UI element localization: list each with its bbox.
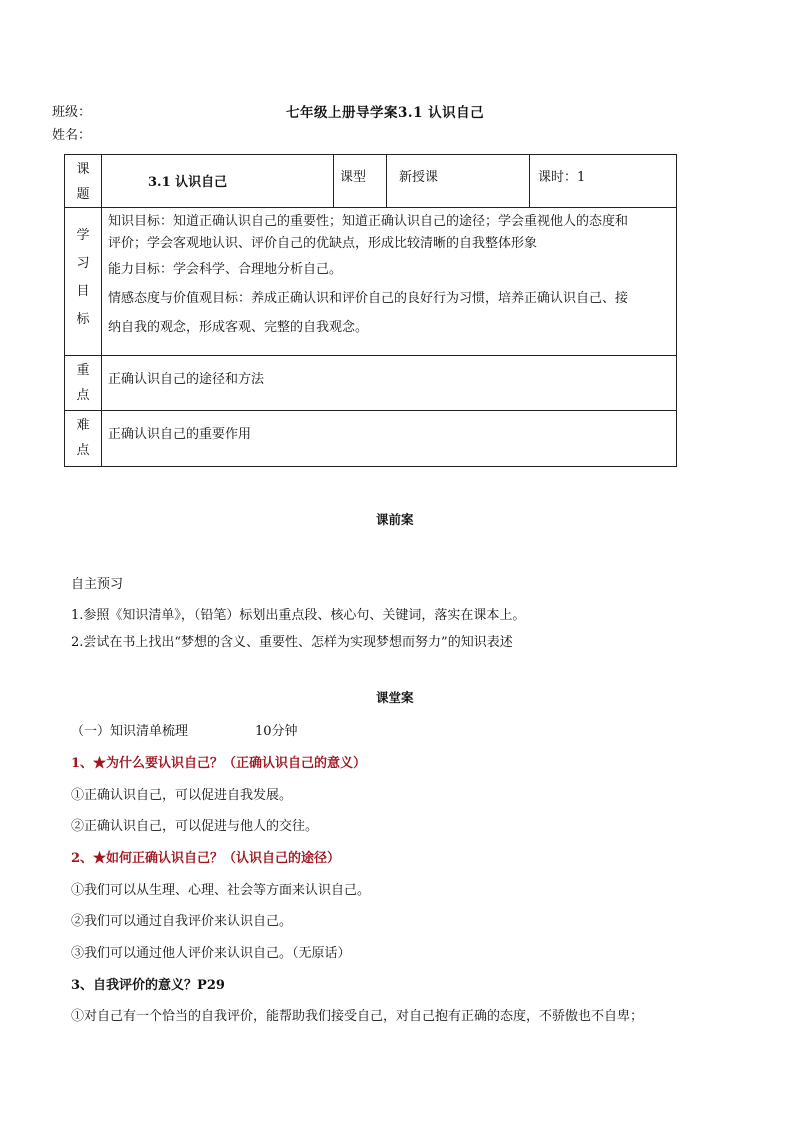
key-points-label: 重 点 bbox=[65, 356, 102, 411]
objective-line: 评价；学会客观地认识、评价自己的优缺点，形成比较清晰的自我整体形象 bbox=[108, 236, 538, 251]
lesson-plan-table bbox=[64, 154, 677, 467]
type-value: 新授课 bbox=[387, 155, 530, 208]
hours-value: 课时：1 bbox=[530, 155, 677, 208]
section-knowledge-review: （一）知识清单梳理 bbox=[71, 724, 189, 739]
question-1: 1、★为什么要认识自己？（正确认识自己的意义） bbox=[71, 756, 367, 771]
difficult-points-label: 难 点 bbox=[65, 411, 102, 467]
answer-line: ②我们可以通过自我评价来认识自己。 bbox=[71, 914, 293, 929]
topic-value: 3.1 认识自己 bbox=[102, 155, 334, 208]
objective-line: 知识目标：知道正确认识自己的重要性；知道正确认识自己的途径；学会重视他人的态度和 bbox=[108, 214, 629, 229]
pre-class-item: 1.参照《知识清单》，（铅笔）标划出重点段、核心句、关键词，落实在课本上。 bbox=[71, 608, 526, 623]
key-points-value: 正确认识自己的途径和方法 bbox=[102, 356, 677, 411]
section-time: 10分钟 bbox=[255, 724, 298, 739]
name-label: 姓名： bbox=[52, 128, 92, 143]
objective-line: 情感态度与价值观目标：养成正确认识和评价自己的良好行为习惯，培养正确认识自己、接 bbox=[108, 291, 629, 306]
question-3: 3、自我评价的意义？P29 bbox=[71, 978, 225, 993]
type-label: 课型 bbox=[334, 155, 387, 208]
pre-class-subheading: 自主预习 bbox=[71, 577, 124, 592]
document-title: 七年级上册导学案3.1 认识自己 bbox=[286, 105, 485, 121]
answer-line: ①我们可以从生理、心理、社会等方面来认识自己。 bbox=[71, 883, 371, 898]
answer-line: ③我们可以通过他人评价来认识自己。（无原话） bbox=[71, 946, 351, 961]
objective-line: 纳自我的观念，形成客观、完整的自我观念。 bbox=[108, 320, 369, 335]
question-2: 2、★如何正确认识自己？（认识自己的途径） bbox=[71, 851, 341, 866]
pre-class-item: 2.尝试在书上找出“梦想的含义、重要性、怎样为实现梦想而努力”的知识表述 bbox=[71, 635, 513, 650]
objective-line: 能力目标：学会科学、合理地分析自己。 bbox=[108, 262, 343, 277]
answer-line: ①正确认识自己，可以促进自我发展。 bbox=[71, 788, 293, 803]
difficult-points-value: 正确认识自己的重要作用 bbox=[102, 411, 677, 467]
pre-class-heading: 课前案 bbox=[376, 512, 414, 527]
topic-label: 课 题 bbox=[65, 155, 102, 208]
class-label: 班级： bbox=[52, 105, 92, 120]
objectives-content bbox=[102, 208, 677, 356]
in-class-heading: 课堂案 bbox=[376, 690, 414, 705]
objectives-label: 学 习 目 标 bbox=[65, 208, 102, 356]
answer-line: ①对自己有一个恰当的自我评价，能帮助我们接受自己，对自己抱有正确的态度，不骄傲也不自卑； bbox=[71, 1009, 644, 1024]
answer-line: ②正确认识自己，可以促进与他人的交往。 bbox=[71, 819, 319, 834]
